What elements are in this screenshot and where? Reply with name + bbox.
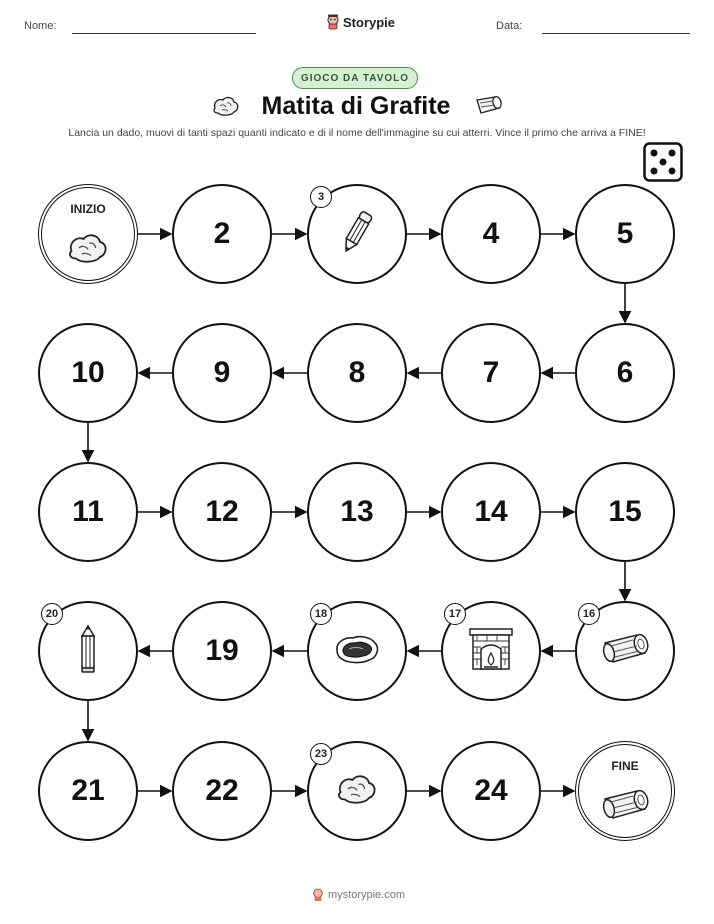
- space-number: 8: [348, 356, 366, 389]
- space-number-tag: 3: [310, 186, 332, 208]
- space-number: 5: [616, 217, 634, 250]
- instructions-text: Lancia un dado, muovi di tanti spazi quanti indicato e di il nome dell'immagine su cui atterri. Vince il primo che arriva a FINE!: [68, 127, 646, 139]
- space-number: 13: [340, 495, 374, 528]
- space-number-tag: 20: [41, 603, 63, 625]
- space-number: 14: [474, 495, 508, 528]
- space-number-tag: 16: [578, 603, 600, 625]
- graphite-lump-icon: [334, 771, 380, 812]
- board-space-21[interactable]: [38, 741, 138, 841]
- space-number: 11: [72, 495, 104, 528]
- board-space-19[interactable]: [172, 601, 272, 701]
- space-number-tag: 17: [444, 603, 466, 625]
- log-icon: [599, 631, 651, 672]
- board-space-24[interactable]: [441, 741, 541, 841]
- board-space-11[interactable]: [38, 462, 138, 562]
- space-number: 22: [205, 774, 239, 807]
- space-number: 15: [608, 495, 642, 528]
- footer-url: mystorypie.com: [328, 889, 406, 901]
- space-number: 24: [474, 774, 508, 807]
- space-number-tag: 23: [310, 743, 332, 765]
- board-space-22[interactable]: [172, 741, 272, 841]
- space-number: 10: [71, 356, 105, 389]
- board-space-1[interactable]: [38, 184, 138, 284]
- board-space-8[interactable]: [307, 323, 407, 423]
- board-space-25[interactable]: [575, 741, 675, 841]
- log-icon: [599, 787, 651, 828]
- coal-icon: [333, 632, 381, 671]
- board-space-2[interactable]: [172, 184, 272, 284]
- board-space-15[interactable]: [575, 462, 675, 562]
- date-label: Data:: [496, 20, 523, 32]
- pencil-upright-icon: [77, 624, 99, 679]
- brand-name: Storypie: [343, 14, 396, 30]
- board-space-14[interactable]: [441, 462, 541, 562]
- space-number: 12: [205, 495, 239, 528]
- space-number: 4: [482, 217, 500, 250]
- graphite-lump-icon: [65, 230, 111, 271]
- space-number: 7: [482, 356, 500, 389]
- category-badge: GIOCO DA TAVOLO: [292, 67, 418, 89]
- board-space-5[interactable]: [575, 184, 675, 284]
- page-title: Matita di Grafite: [261, 91, 451, 120]
- board-space-13[interactable]: [307, 462, 407, 562]
- space-label: FINE: [611, 759, 639, 773]
- fireplace-icon: [467, 627, 515, 676]
- board-space-6[interactable]: [575, 323, 675, 423]
- space-number: 21: [71, 774, 105, 807]
- board-space-12[interactable]: [172, 462, 272, 562]
- board-space-9[interactable]: [172, 323, 272, 423]
- storypie-mascot-icon: [312, 888, 324, 902]
- board-space-7[interactable]: [441, 323, 541, 423]
- space-number: 19: [205, 634, 239, 667]
- space-number: 2: [213, 217, 231, 250]
- footer: [312, 888, 405, 902]
- name-label: Nome:: [24, 20, 57, 32]
- pencil-tilted-icon: [339, 207, 375, 262]
- space-number: 9: [213, 356, 231, 389]
- space-number-tag: 18: [310, 603, 332, 625]
- board-space-10[interactable]: [38, 323, 138, 423]
- space-number: 6: [616, 356, 634, 389]
- board-space-4[interactable]: [441, 184, 541, 284]
- space-label: INIZIO: [70, 202, 106, 216]
